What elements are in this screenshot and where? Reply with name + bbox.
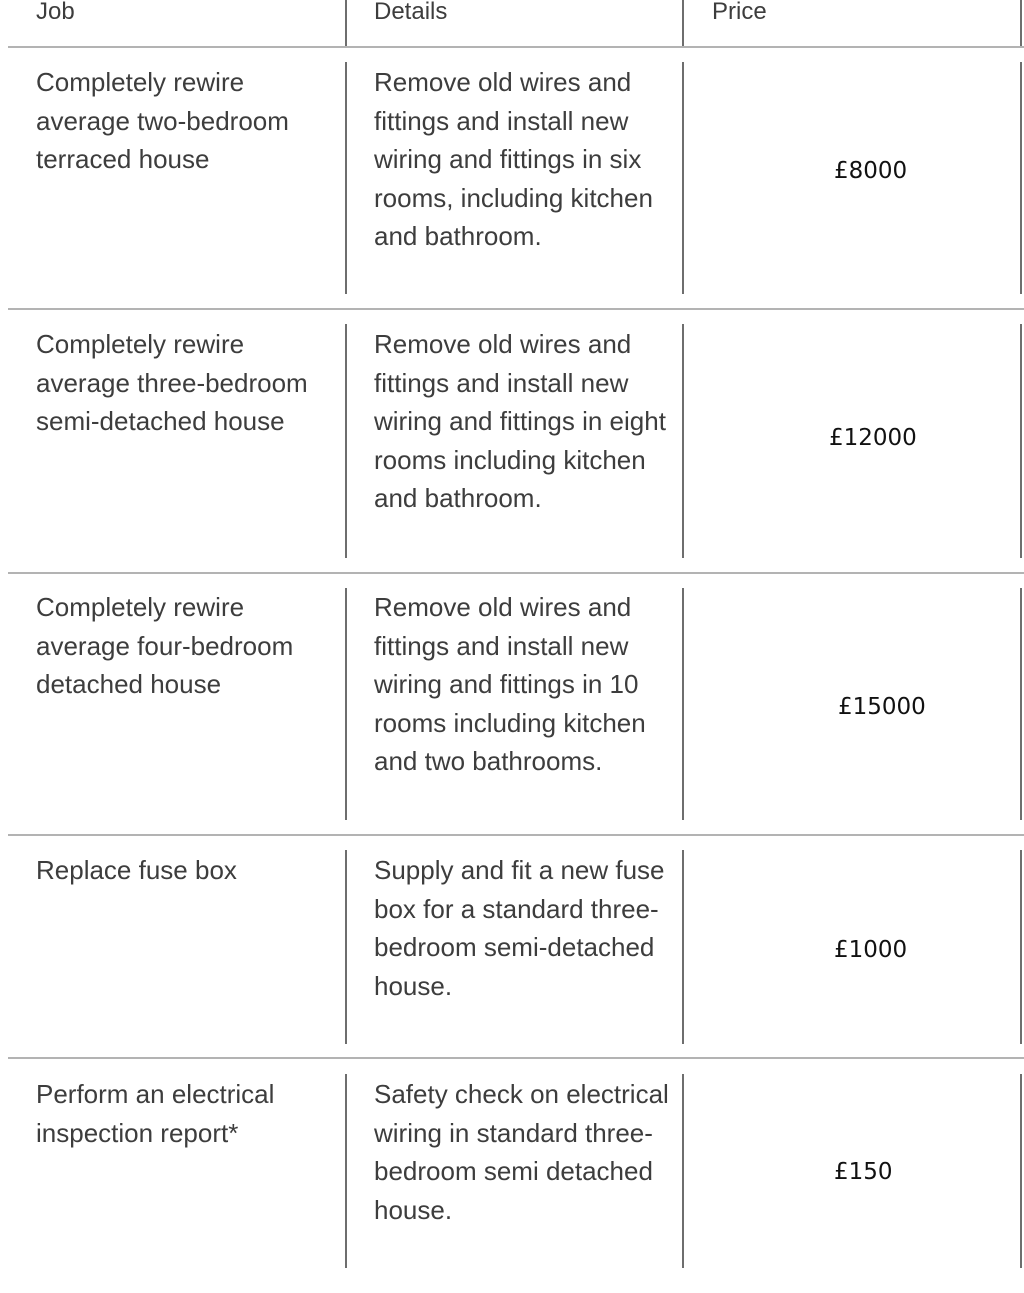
row-details: Supply and fit a new fuse box for a standard three-bedroom semi-detached house. — [374, 855, 665, 1001]
column-divider — [682, 588, 684, 820]
column-divider — [682, 850, 684, 1044]
row-separator — [8, 308, 1024, 310]
row-job: Completely rewire average four-bedroom detached house — [36, 592, 294, 699]
row-separator — [8, 572, 1024, 574]
row-price: £8000 — [834, 158, 908, 184]
column-divider — [1020, 1074, 1022, 1268]
column-divider — [1020, 588, 1022, 820]
column-divider — [682, 62, 684, 294]
column-divider — [682, 1074, 684, 1268]
column-divider — [682, 0, 684, 46]
column-divider — [682, 324, 684, 558]
column-divider — [1020, 324, 1022, 558]
row-details: Remove old wires and fittings and install new wiring and fittings in eight rooms including kitchen and bathroom. — [374, 329, 666, 513]
row-job: Perform an electrical inspection report* — [36, 1079, 275, 1148]
column-divider — [1020, 0, 1022, 46]
column-divider — [345, 0, 347, 46]
row-separator — [8, 834, 1024, 836]
column-divider — [345, 588, 347, 820]
row-price: £1000 — [834, 937, 908, 963]
column-divider — [345, 324, 347, 558]
row-details: Remove old wires and fittings and install new wiring and fittings in 10 rooms including kitchen and two bathrooms. — [374, 592, 646, 776]
column-divider — [345, 62, 347, 294]
column-divider — [345, 1074, 347, 1268]
header-price: Price — [712, 0, 767, 25]
row-job: Replace fuse box — [36, 855, 237, 885]
column-divider — [345, 850, 347, 1044]
row-job: Completely rewire average three-bedroom semi-detached house — [36, 329, 308, 436]
column-divider — [1020, 850, 1022, 1044]
row-details: Safety check on electrical wiring in standard three-bedroom semi detached house. — [374, 1079, 669, 1225]
row-job: Completely rewire average two-bedroom terraced house — [36, 67, 289, 174]
row-details: Remove old wires and fittings and install new wiring and fittings in six rooms, including kitchen and bathroom. — [374, 67, 653, 251]
column-divider — [1020, 62, 1022, 294]
row-separator — [8, 1057, 1024, 1059]
row-price: £12000 — [829, 425, 917, 451]
header-separator — [8, 46, 1024, 48]
header-details: Details — [374, 0, 448, 25]
row-price: £150 — [834, 1159, 893, 1185]
header-job: Job — [36, 0, 75, 25]
row-price: £15000 — [838, 694, 926, 720]
